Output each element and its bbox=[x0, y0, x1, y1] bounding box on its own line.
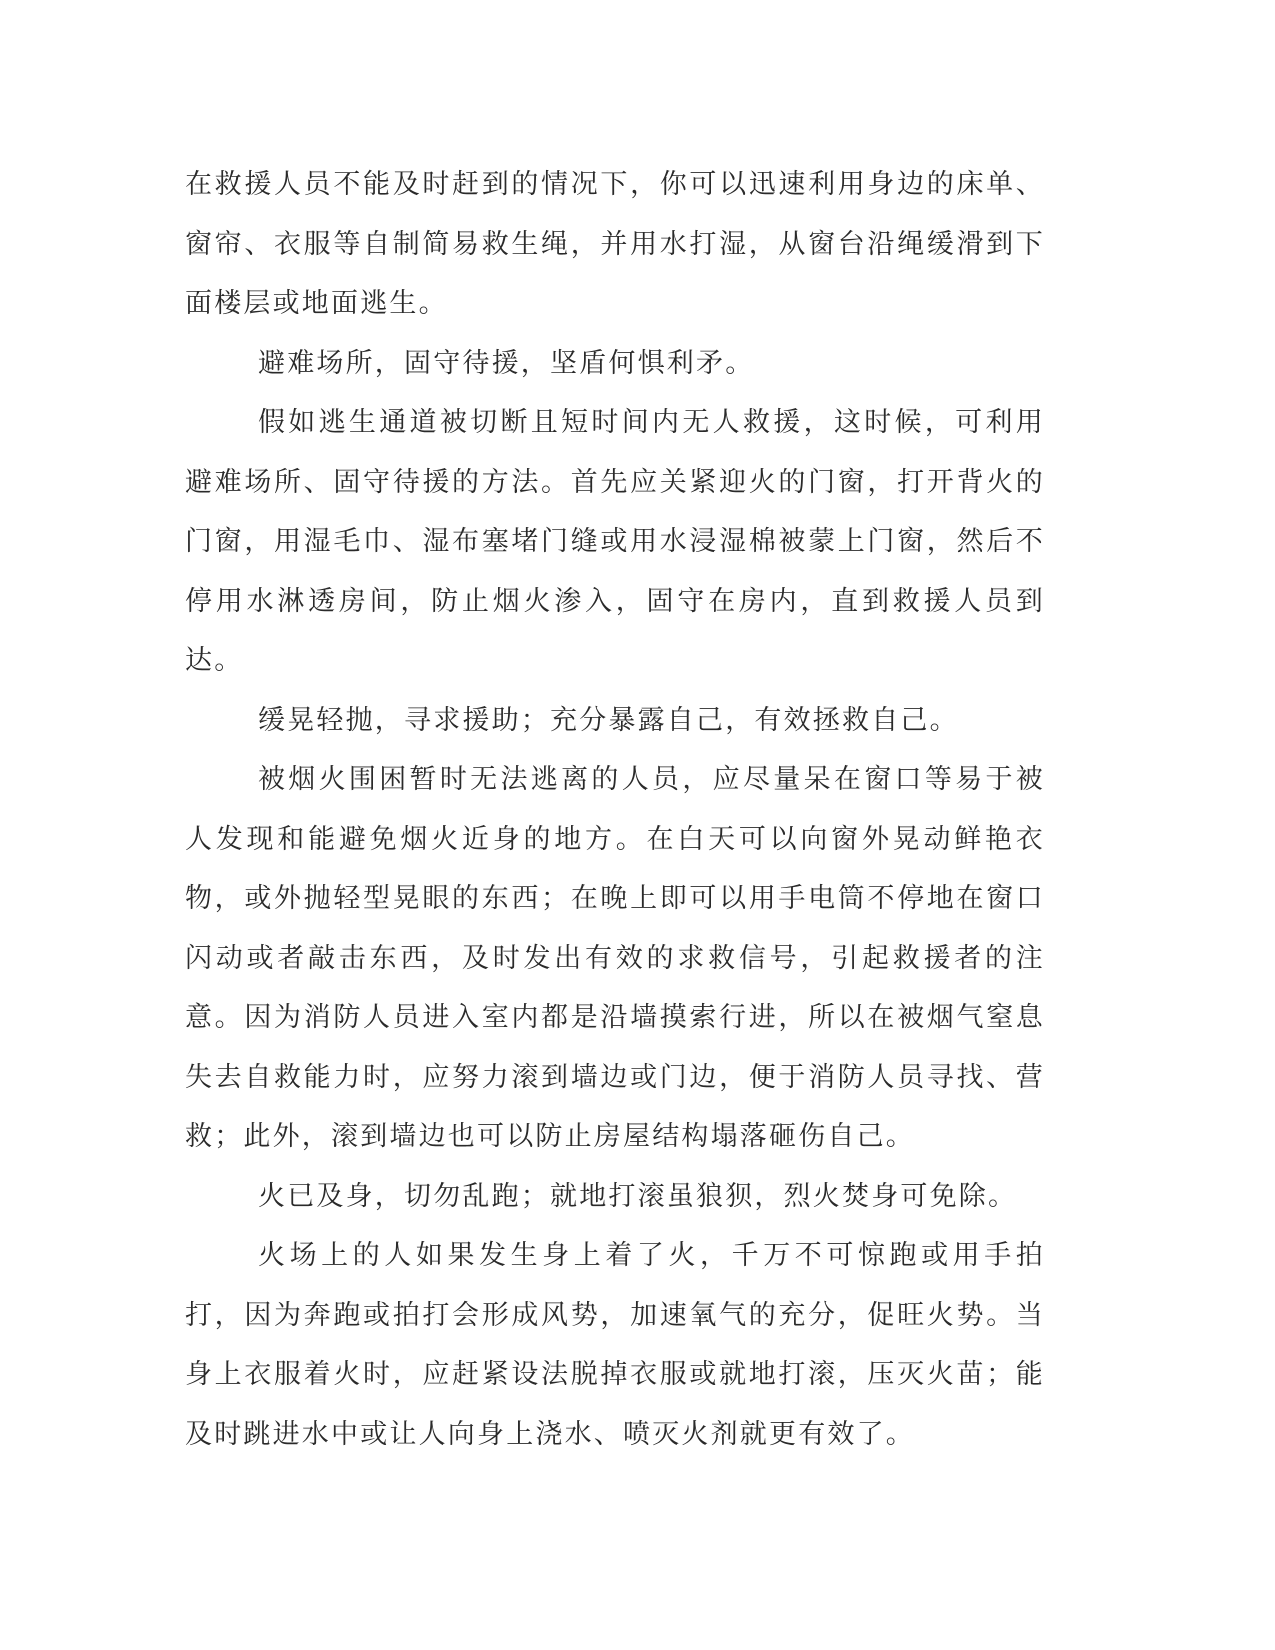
heading-shelter-in-place: 避难场所，固守待援，坚盾何惧利矛。 bbox=[258, 347, 755, 379]
document-body bbox=[185, 155, 1045, 1464]
paragraph-shelter-in-place: 假如逃生通道被切断且短时间内无人救援，这时候，可利用避难场所、固守待援的方法。首先应关紧迎火的门窗，打开背火的门窗，用湿毛巾、湿布塞堵门缝或用水浸湿棉被蒙上门窗，然后不停用水淋透房间，防止烟火渗入，固守在房内，直到救援人员到达。 bbox=[185, 407, 1045, 676]
paragraph-signal-for-help: 被烟火围困暂时无法逃离的人员，应尽量呆在窗口等易于被人发现和能避免烟火近身的地方。在白天可以向窗外晃动鲜艳衣物，或外抛轻型晃眼的东西；在晚上即可以用手电筒不停地在窗口闪动或者敲击东西，及时发出有效的求救信号，引起救援者的注意。因为消防人员进入室内都是沿墙摸索行进，所以在被烟气窒息失去自救能力时，应努力滚到墙边或门边，便于消防人员寻找、营救；此外，滚到墙边也可以防止房屋结构塌落砸伤自己。 bbox=[185, 764, 1045, 1152]
heading-signal-for-help: 缓晃轻抛，寻求援助；充分暴露自己，有效拯救自己。 bbox=[258, 704, 959, 736]
paragraph-clothes-on-fire: 火场上的人如果发生身上着了火，千万不可惊跑或用手拍打，因为奔跑或拍打会形成风势，加速氧气的充分，促旺火势。当身上衣服着火时，应赶紧设法脱掉衣服或就地打滚，压灭火苗；能及时跳进水中或让人向身上浇水、喷灭火剂就更有效了。 bbox=[185, 1240, 1045, 1450]
heading-clothes-on-fire: 火已及身，切勿乱跑；就地打滚虽狼狈，烈火焚身可免除。 bbox=[258, 1180, 1018, 1212]
paragraph-rope-escape: 在救援人员不能及时赶到的情况下，你可以迅速利用身边的床单、窗帘、衣服等自制简易救生绳，并用水打湿，从窗台沿绳缓滑到下面楼层或地面逃生。 bbox=[185, 169, 1045, 319]
